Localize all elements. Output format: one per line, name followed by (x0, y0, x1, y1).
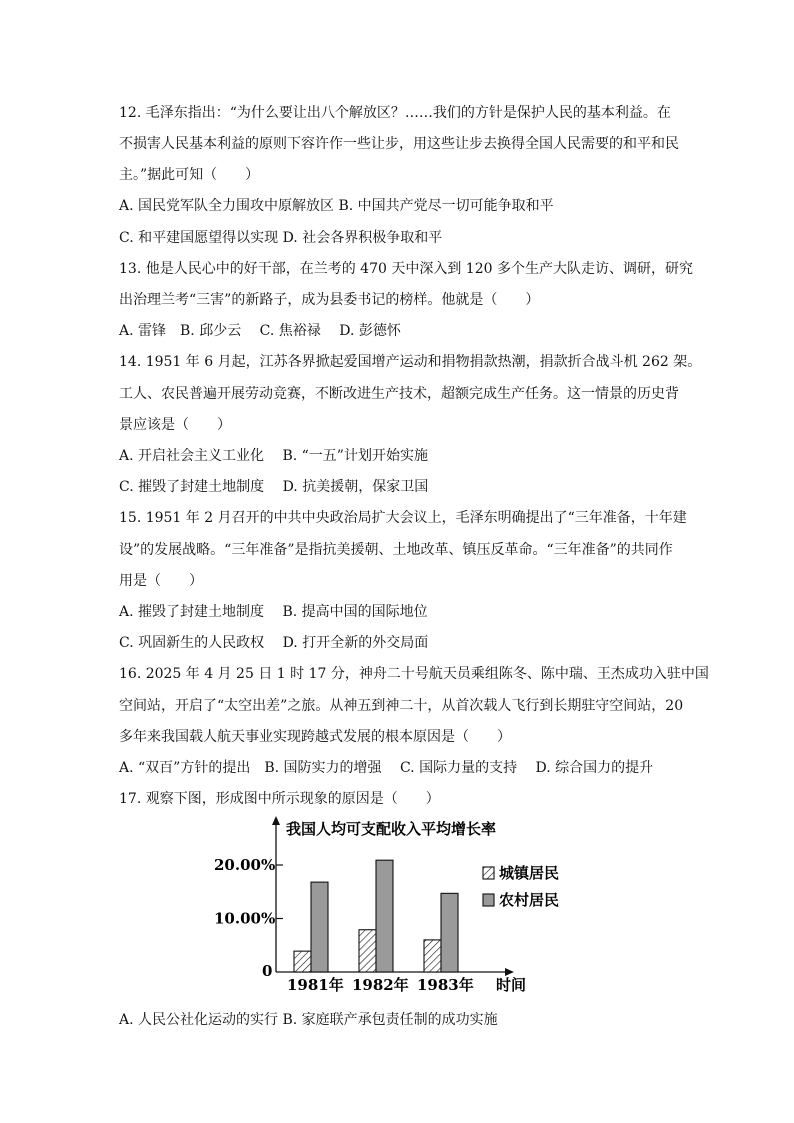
income-growth-bar-chart (200, 812, 580, 1002)
bar-urban-1981年 (294, 951, 311, 972)
q14-options-ab: A. 开启社会主义工业化 B. “一五”计划开始实施 (119, 448, 428, 464)
q14-line2: 工人、农民普遍开展劳动竞赛，不断改进生产技术，超额完成生产任务。这一情景的历史背 (119, 386, 679, 402)
bars (294, 860, 458, 972)
bar-rural-1982年 (376, 860, 393, 972)
y-tick-label: 20.00% (214, 856, 276, 874)
bar-urban-1983年 (424, 940, 441, 972)
q16-line2: 空间站，开启了“太空出差”之旅。从神五到神二十，从首次载人飞行到长期驻守空间站，20 (119, 698, 684, 714)
q13-options: A. 雷锋 B. 邱少云 C. 焦裕禄 D. 彭德怀 (119, 323, 401, 339)
legend (483, 864, 559, 909)
q12-line1: 12. 毛泽东指出：“为什么要让出八个解放区？……我们的方针是保护人民的基本利益。在 (119, 105, 671, 121)
q12-line2: 不损害人民基本利益的原则下容许作一些让步，用这些让步去换得全国人民需要的和平和民 (119, 136, 679, 152)
x-axis-label: 时间 (496, 976, 527, 994)
q13-line1: 13. 他是人民心中的好干部，在兰考的 470 天中深入到 120 多个生产大队走访、调研，研究 (119, 261, 693, 277)
q15-line1: 15. 1951 年 2 月召开的中共中央政治局扩大会议上，毛泽东明确提出了“三年准备，十年建 (119, 510, 687, 526)
legend-swatch (483, 867, 494, 879)
q16-line1: 16. 2025 年 4 月 25 日 1 时 17 分，神舟二十号航天员乘组陈冬、陈中瑞、王杰成功入驻中国 (119, 666, 709, 682)
q16-line3: 多年来我国载人航天事业实现跨越式发展的根本原因是（ ） (119, 729, 511, 745)
q15-line2: 设”的发展战略。“三年准备”是指抗美援朝、土地改革、镇压反革命。“三年准备”的共同作 (119, 542, 673, 558)
q15-options-cd: C. 巩固新生的人民政权 D. 打开全新的外交局面 (119, 635, 429, 651)
x-tick-label: 1983年 (417, 976, 474, 994)
legend-label: 农村居民 (499, 891, 560, 909)
legend-label: 城镇居民 (499, 864, 560, 882)
q12-options-cd: C. 和平建国愿望得以实现 D. 社会各界积极争取和平 (119, 230, 443, 246)
q14-line1: 14. 1951 年 6 月起，江苏各界掀起爱国增产运动和捐物捐款热潮，捐款折合战斗机 262 架。 (119, 354, 702, 370)
bar-rural-1981年 (311, 882, 328, 972)
q14-options-cd: C. 摧毁了封建土地制度 D. 抗美援朝，保家卫国 (119, 479, 429, 495)
q17-options-ab: A. 人民公社化运动的实行 B. 家庭联产承包责任制的成功实施 (119, 1012, 498, 1028)
bar-urban-1982年 (359, 930, 376, 972)
x-tick-label: 1981年 (287, 976, 344, 994)
q12-line3: 主。”据此可知（ ） (119, 167, 260, 183)
y-ticks (214, 856, 283, 980)
x-tick-labels (287, 976, 474, 994)
y-axis (272, 816, 280, 972)
q17-line1: 17. 观察下图，形成图中所示现象的原因是（ ） (119, 791, 440, 807)
legend-swatch (483, 894, 494, 906)
bar-rural-1983年 (441, 893, 458, 972)
y-tick-label: 0 (262, 962, 273, 980)
q15-line3: 用是（ ） (119, 573, 203, 589)
chart-title: 我国人均可支配收入平均增长率 (286, 820, 497, 838)
q14-line3: 景应该是（ ） (119, 417, 231, 433)
q13-line2: 出治理兰考“三害”的新路子，成为县委书记的榜样。他就是（ ） (119, 292, 540, 308)
q12-options-ab: A. 国民党军队全力围攻中原解放区 B. 中国共产党尽一切可能争取和平 (119, 198, 554, 214)
y-tick-label: 10.00% (214, 909, 276, 928)
q15-options-ab: A. 摧毁了封建土地制度 B. 提高中国的国际地位 (119, 604, 428, 620)
x-tick-label: 1982年 (352, 976, 409, 994)
q16-options: A. “双百”方针的提出 B. 国防实力的增强 C. 国际力量的支持 D. 综合国力的提升 (119, 760, 654, 776)
